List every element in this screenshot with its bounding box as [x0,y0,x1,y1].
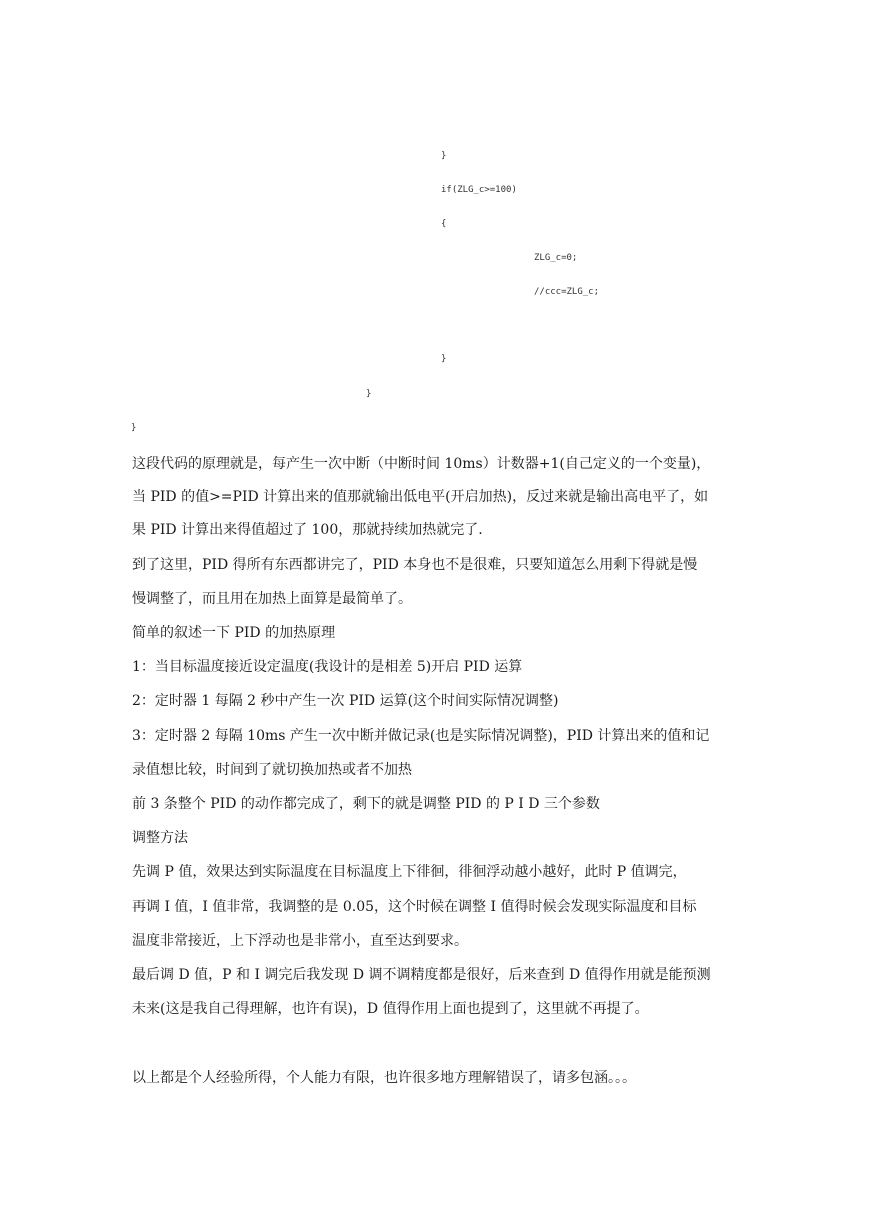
code-line: } [441,151,447,161]
paragraph-line: 1：当目标温度接近设定温度(我设计的是相差 5)开启 PID 运算 [132,659,523,675]
code-line: } [441,354,447,364]
paragraph-line: 到了这里，PID 得所有东西都讲完了，PID 本身也不是很难，只要知道怎么用剩下得就是慢 [132,557,698,573]
paragraph-line: 最后调 D 值，P 和 I 调完后我发现 D 调不调精度都是很好，后来查到 D 值得作用就是能预测 [132,967,711,983]
code-line: ZLG_c=0; [534,253,578,263]
paragraph-line: 3：定时器 2 每隔 10ms 产生一次中断并做记录(也是实际情况调整)，PID 计算出来的值和记 [132,728,710,744]
paragraph-line: 以上都是个人经验所得，个人能力有限，也许很多地方理解错误了，请多包涵。。。 [132,1070,636,1086]
code-line: { [441,219,447,229]
code-line: } [366,389,372,399]
paragraph-line: 再调 I 值，I 值非常，我调整的是 0.05，这个时候在调整 I 值得时候会发现实际温度和目标 [132,899,697,915]
paragraph-line: 当 PID 的值>=PID 计算出来的值那就输出低电平(开启加热)，反过来就是输出高电平了，如 [132,489,709,505]
paragraph-line: 调整方法 [132,830,188,846]
paragraph-line: 慢调整了，而且用在加热上面算是最简单了。 [132,591,412,607]
paragraph-line: 这段代码的原理就是，每产生一次中断（中断时间 10ms）计数器+1(自己定义的一个变量)， [132,456,711,472]
code-line: //ccc=ZLG_c; [534,287,600,297]
paragraph-line: 录值想比较，时间到了就切换加热或者不加热 [132,762,412,778]
paragraph-line: 未来(这是我自己得理解，也许有误)，D 值得作用上面也提到了，这里就不再提了。 [132,1001,649,1017]
paragraph-line: 先调 P 值，效果达到实际温度在目标温度上下徘徊，徘徊浮动越小越好，此时 P 值调完， [132,864,687,880]
paragraph-line: 2：定时器 1 每隔 2 秒中产生一次 PID 运算(这个时间实际情况调整) [132,693,559,709]
code-line: if(ZLG_c>=100) [441,185,517,195]
code-line: } [131,423,137,433]
paragraph-line: 前 3 条整个 PID 的动作都完成了，剩下的就是调整 PID 的 P I D 三个参数 [132,796,600,812]
paragraph-line: 温度非常接近，上下浮动也是非常小，直至达到要求。 [132,933,468,949]
paragraph-line: 果 PID 计算出来得值超过了 100，那就持续加热就完了. [132,522,483,538]
paragraph-line: 简单的叙述一下 PID 的加热原理 [132,625,336,641]
